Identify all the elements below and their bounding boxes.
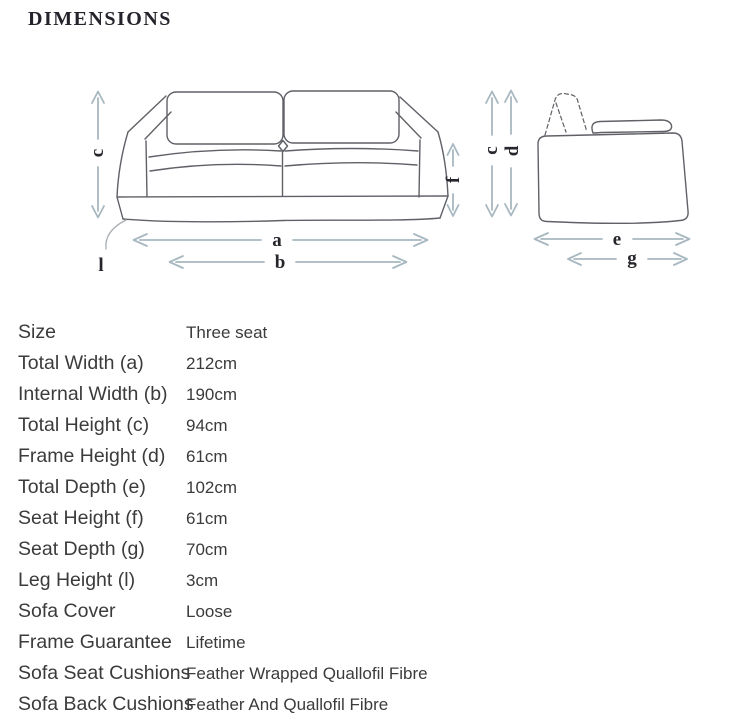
side-body xyxy=(538,133,688,223)
spec-value: Lifetime xyxy=(186,632,246,652)
spec-value: 102cm xyxy=(186,477,238,497)
spec-label: Sofa Back Cushions xyxy=(18,693,194,715)
dim-letter-a: a xyxy=(272,230,282,251)
table-row xyxy=(18,534,718,565)
table-row xyxy=(18,410,718,441)
side-arm-top xyxy=(592,120,672,133)
table-row xyxy=(18,658,718,689)
table-row xyxy=(18,689,718,720)
back-cushion-right xyxy=(284,91,399,143)
table-row xyxy=(18,627,718,658)
spec-value: 3cm xyxy=(186,570,219,590)
table-row xyxy=(18,379,718,410)
spec-label: Seat Height (f) xyxy=(18,507,144,529)
spec-label: Sofa Seat Cushions xyxy=(18,662,191,684)
spec-value: 70cm xyxy=(186,539,228,559)
spec-value: Loose xyxy=(186,601,233,621)
spec-label: Seat Depth (g) xyxy=(18,538,145,560)
dim-letter-front-f: f xyxy=(443,176,464,184)
spec-value: Feather And Quallofil Fibre xyxy=(186,694,389,714)
dim-letter-side-c: c xyxy=(481,146,502,155)
side-back-cushion xyxy=(545,93,587,135)
table-row xyxy=(18,503,718,534)
dim-letter-e: e xyxy=(612,229,622,250)
table-row xyxy=(18,472,718,503)
table-row xyxy=(18,348,718,379)
table-row xyxy=(18,317,718,348)
page-title: DIMENSIONS xyxy=(28,8,172,30)
spec-label: Frame Guarantee xyxy=(18,631,172,653)
spec-label: Total Height (c) xyxy=(18,414,150,436)
spec-value: Feather Wrapped Quallofil Fibre xyxy=(186,663,428,683)
sofa-side-view xyxy=(538,93,688,223)
spec-value: Three seat xyxy=(186,322,268,342)
dim-letter-front-c: c xyxy=(87,148,108,158)
spec-label: Total Width (a) xyxy=(18,352,144,374)
sofa-dimensions-diagram xyxy=(0,0,743,300)
spec-label: Size xyxy=(18,321,56,343)
spec-label: Frame Height (d) xyxy=(18,445,166,467)
arrow-internal-width xyxy=(170,256,407,268)
spec-value: 94cm xyxy=(186,415,228,435)
spec-label: Leg Height (l) xyxy=(18,569,136,591)
leg-leader-line xyxy=(106,220,126,249)
dim-letter-g: g xyxy=(627,248,637,269)
dimensions-table xyxy=(18,317,718,720)
spec-label: Sofa Cover xyxy=(18,600,116,622)
spec-value: 61cm xyxy=(186,446,228,466)
sofa-front-view xyxy=(117,91,448,222)
spec-label: Total Depth (e) xyxy=(18,476,146,498)
spec-label: Internal Width (b) xyxy=(18,383,168,405)
dim-letter-side-d: d xyxy=(502,145,523,157)
dim-letter-l: l xyxy=(98,255,104,276)
dim-letter-b: b xyxy=(274,252,286,273)
back-cushion-left xyxy=(167,92,283,144)
table-row xyxy=(18,441,718,472)
spec-value: 61cm xyxy=(186,508,228,528)
spec-value: 190cm xyxy=(186,384,238,404)
table-row xyxy=(18,565,718,596)
spec-value: 212cm xyxy=(186,353,238,373)
table-row xyxy=(18,596,718,627)
